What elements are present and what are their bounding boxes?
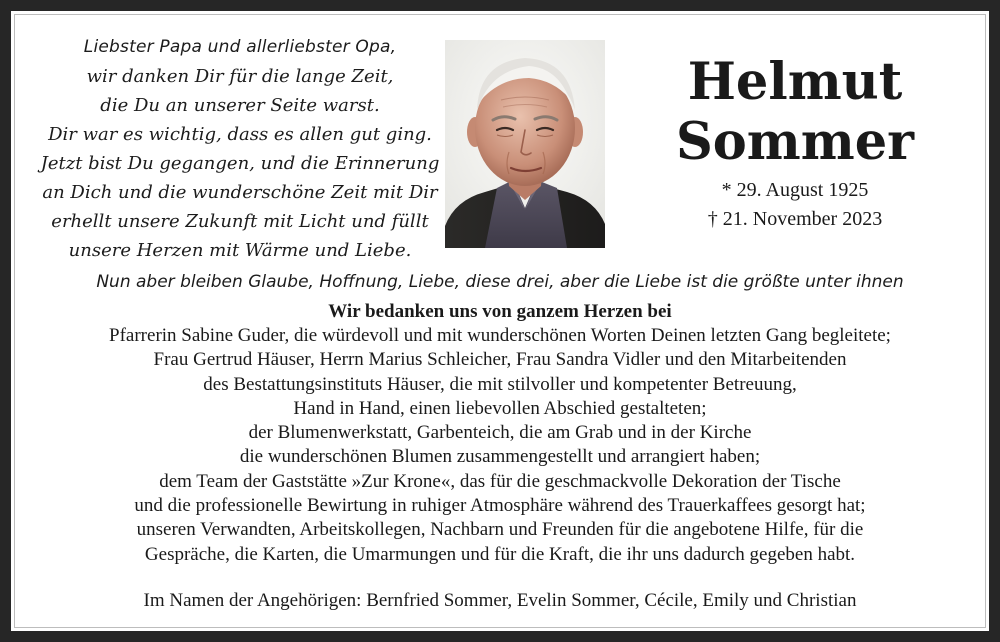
thanks-line: und die professionelle Bewirtung in ruhiger Atmosphäre während des Trauerkaffees gesorgt hat; (134, 495, 866, 517)
thanks-heading: Wir bedanken uns von ganzem Herzen bei (328, 301, 672, 322)
thanks-line: Pfarrerin Sabine Guder, die würdevoll und mit wunderschönen Worten Deinen letzten Gang begleitete; (109, 325, 891, 346)
bible-verse: Nun aber bleiben Glaube, Hoffnung, Liebe, diese drei, aber die Liebe ist die größte unter ihnen (96, 272, 904, 292)
poem-line: wir danken Dir für die lange Zeit, (86, 66, 394, 87)
first-name: Helmut (687, 52, 903, 112)
poem (20, 33, 460, 265)
thanks-line: Gespräche, die Karten, die Umarmungen und für die Kraft, die ihr uns dadurch gegeben habt. (144, 543, 856, 565)
poem-line: Dir war es wichtig, dass es allen gut ging. (48, 124, 432, 145)
poem-line: unsere Herzen mit Wärme und Liebe. (68, 240, 412, 261)
deceased-name (650, 52, 940, 172)
thanks-line: der Blumenwerkstatt, Garbenteich, die am Grab und in der Kirche (248, 422, 752, 444)
poem-line: die Du an unserer Seite warst. (100, 95, 380, 116)
poem-line: an Dich und die wunderschöne Zeit mit Dir (42, 182, 438, 203)
thanks-line: unseren Verwandten, Arbeitskollegen, Nachbarn und Freunden für die angebotene Hilfe, für die (136, 519, 864, 541)
thanks-text (20, 324, 980, 567)
portrait-illustration (445, 40, 605, 248)
portrait-photo (445, 40, 605, 248)
thanks-line: die wunderschönen Blumen zusammengestellt und arrangiert haben; (239, 446, 761, 468)
birth-date: * 29. August 1925 (721, 179, 869, 201)
poem-line: erhellt unsere Zukunft mit Licht und füllt (51, 211, 429, 232)
thanks-line: des Bestattungsinstituts Häuser, die mit stilvoller und kompetenter Betreuung, (203, 373, 797, 395)
poem-line: Jetzt bist Du gegangen, und die Erinnerung (40, 153, 440, 174)
life-dates (650, 176, 940, 234)
poem-line: Liebster Papa und allerliebster Opa, (83, 37, 397, 57)
death-date: † 21. November 2023 (707, 208, 883, 230)
thanks-line: Hand in Hand, einen liebevollen Abschied gestalteten; (293, 397, 707, 419)
family-signature: Im Namen der Angehörigen: Bernfried Sommer, Evelin Sommer, Cécile, Emily und Christian (143, 590, 857, 611)
thanks-line: Frau Gertrud Häuser, Herrn Marius Schleicher, Frau Sandra Vidler und den Mitarbeitenden (153, 349, 847, 371)
thanks-line: dem Team der Gaststätte »Zur Krone«, das für die geschmackvolle Dekoration der Tische (159, 470, 841, 492)
last-name: Sommer (675, 112, 915, 172)
